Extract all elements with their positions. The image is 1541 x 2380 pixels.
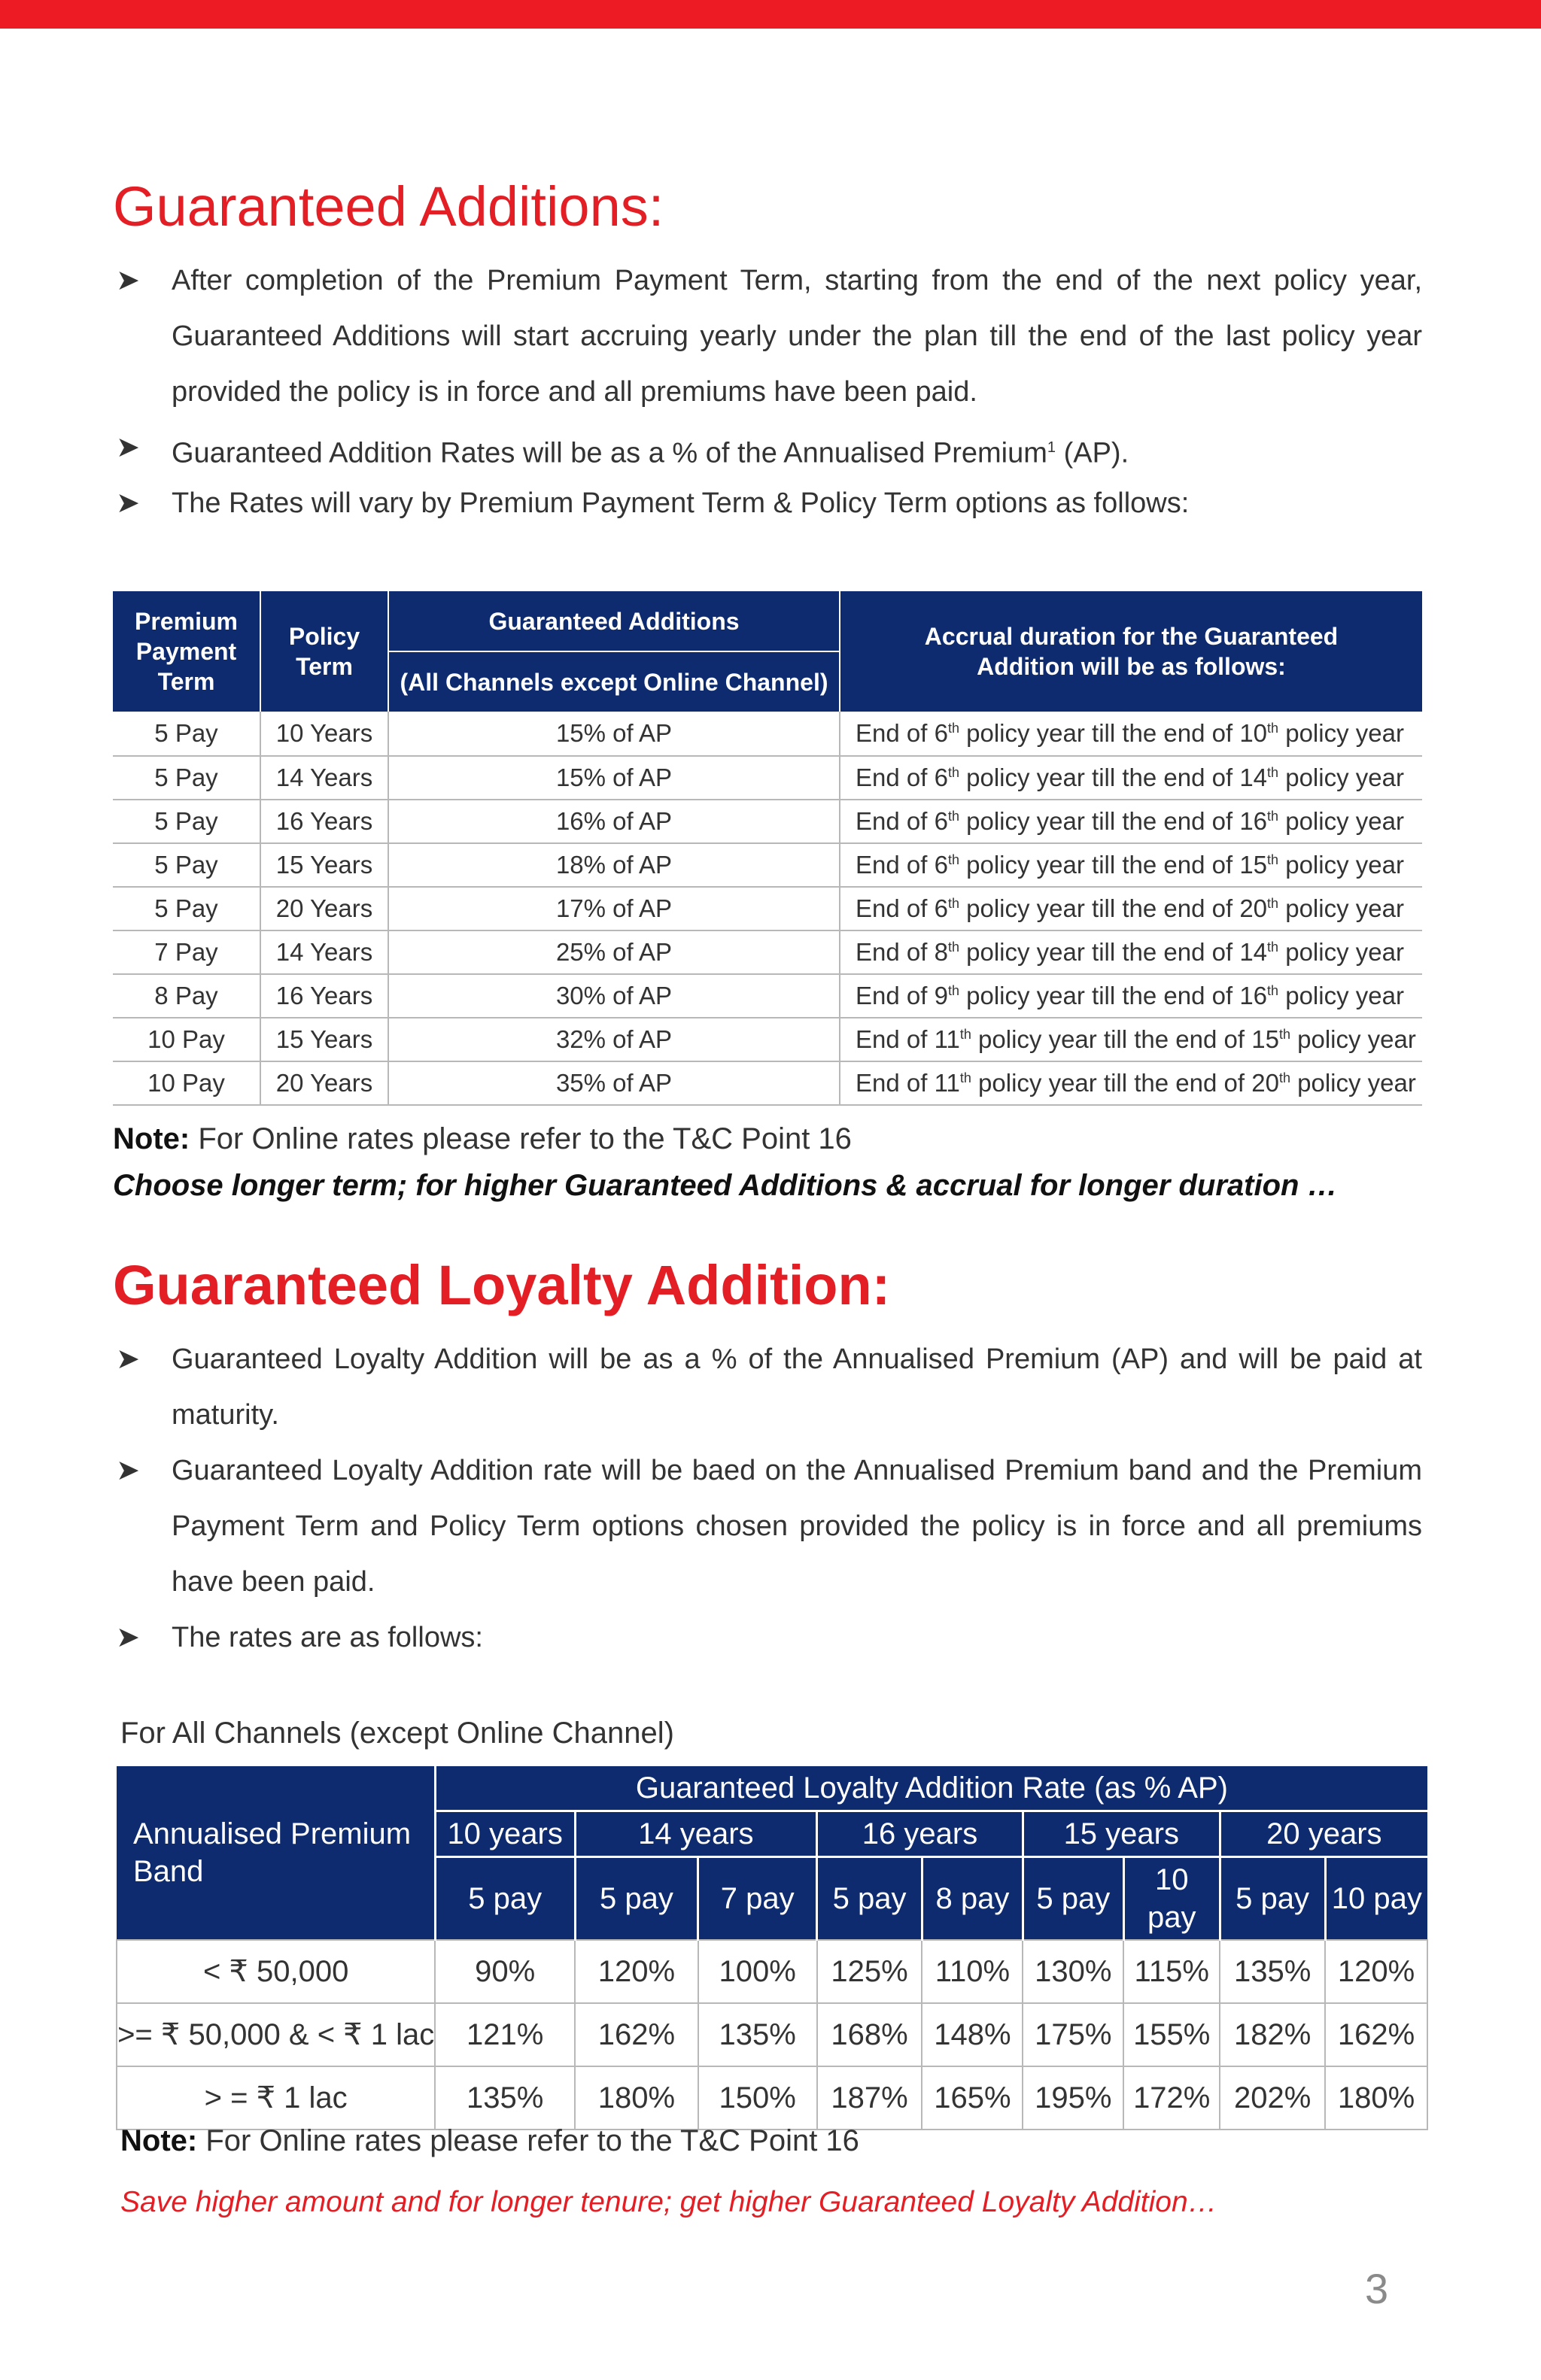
- accrual-text: policy year till the end of: [959, 982, 1240, 1009]
- ordinal-suffix: th: [947, 940, 959, 955]
- header-term: 14 years: [575, 1811, 817, 1857]
- cell-premium-band: > = ₹ 1 lac: [117, 2066, 435, 2130]
- cell-policy-term: 16 Years: [260, 800, 388, 843]
- table-row: [113, 887, 1422, 930]
- cell-policy-term: 20 Years: [260, 1061, 388, 1105]
- cell-loyalty-rate: 100%: [698, 1940, 817, 2003]
- table-row: [113, 756, 1422, 800]
- header-annualised-premium-band: Annualised Premium Band: [117, 1766, 435, 1940]
- arrowhead-bullet-icon: ➤: [116, 265, 140, 296]
- cell-ppt: 10 Pay: [113, 1018, 260, 1061]
- loyalty-addition-table: [116, 1766, 1428, 2130]
- section-title-guaranteed-additions: Guaranteed Additions:: [113, 175, 664, 238]
- accrual-text: End of: [856, 982, 935, 1009]
- cell-loyalty-rate: 195%: [1023, 2066, 1123, 2130]
- cell-premium-band: >= ₹ 50,000 & < ₹ 1 lac: [117, 2003, 435, 2066]
- page-number: 3: [1365, 2265, 1389, 2312]
- cell-rate: 18% of AP: [388, 843, 840, 887]
- arrowhead-bullet-icon: ➤: [116, 1622, 140, 1653]
- cell-loyalty-rate: 115%: [1123, 1940, 1220, 2003]
- accrual-text: End of: [856, 851, 935, 879]
- cell-loyalty-rate: 125%: [817, 1940, 922, 2003]
- accrual-to: 16: [1239, 807, 1268, 835]
- header-premium-payment-term: Premium Payment Term: [113, 591, 260, 712]
- header-pay: 5 pay: [817, 1857, 922, 1941]
- cell-policy-term: 14 Years: [260, 930, 388, 974]
- footnote-marker: 1: [1047, 439, 1056, 456]
- table-row: [113, 843, 1422, 887]
- header-pay: 10 pay: [1123, 1857, 1220, 1941]
- accrual-from: 6: [934, 807, 948, 835]
- ordinal-suffix: th: [1267, 809, 1279, 824]
- arrowhead-bullet-icon: ➤: [116, 1343, 140, 1375]
- cell-ppt: 5 Pay: [113, 843, 260, 887]
- accrual-text: policy year: [1278, 938, 1404, 966]
- cell-ppt: 5 Pay: [113, 887, 260, 930]
- accrual-text: End of: [856, 1025, 935, 1053]
- ordinal-suffix: th: [947, 721, 959, 736]
- accrual-from: 11: [934, 1025, 960, 1053]
- cell-loyalty-rate: 135%: [435, 2066, 575, 2130]
- cell-loyalty-rate: 148%: [922, 2003, 1023, 2066]
- cell-ppt: 5 Pay: [113, 800, 260, 843]
- accrual-from: 8: [934, 938, 948, 966]
- cell-policy-term: 15 Years: [260, 843, 388, 887]
- header-pay: 5 pay: [1220, 1857, 1325, 1941]
- cell-accrual: [840, 756, 1422, 800]
- cell-loyalty-rate: 180%: [1325, 2066, 1427, 2130]
- note-text: For Online rates please refer to the T&C Point 16: [197, 2124, 859, 2157]
- tagline-longer-term: Choose longer term; for higher Guaranteed Additions & accrual for longer duration …: [113, 1169, 1338, 1202]
- cell-accrual: [840, 887, 1422, 930]
- ordinal-suffix: th: [947, 896, 959, 911]
- cell-ppt: 10 Pay: [113, 1061, 260, 1105]
- ordinal-suffix: th: [947, 852, 959, 867]
- cell-loyalty-rate: 175%: [1023, 2003, 1123, 2066]
- ordinal-suffix: th: [1267, 721, 1279, 736]
- accrual-text: policy year till the end of: [959, 763, 1240, 791]
- accrual-text: policy year: [1290, 1069, 1416, 1097]
- accrual-to: 15: [1239, 851, 1268, 879]
- cell-accrual: [840, 974, 1422, 1018]
- ordinal-suffix: th: [1267, 852, 1279, 867]
- ordinal-suffix: th: [947, 809, 959, 824]
- cell-accrual: [840, 1061, 1422, 1105]
- cell-loyalty-rate: 120%: [1325, 1940, 1427, 2003]
- accrual-text: policy year till the end of: [959, 719, 1240, 747]
- cell-rate: 32% of AP: [388, 1018, 840, 1061]
- cell-loyalty-rate: 155%: [1123, 2003, 1220, 2066]
- bullet-text: Guaranteed Loyalty Addition will be as a % of the Annualised Premium (AP) and will be paid at maturity.: [172, 1343, 1422, 1431]
- accrual-text: policy year till the end of: [971, 1069, 1252, 1097]
- bullet-item: [113, 1610, 1422, 1665]
- header-all-channels: (All Channels except Online Channel): [388, 651, 840, 712]
- bullet-text-container: [172, 420, 1422, 481]
- cell-accrual: [840, 800, 1422, 843]
- table-row: [113, 712, 1422, 756]
- accrual-text: policy year till the end of: [959, 851, 1240, 879]
- guaranteed-additions-table: [113, 591, 1422, 1106]
- accrual-text: policy year: [1278, 763, 1404, 791]
- cell-loyalty-rate: 165%: [922, 2066, 1023, 2130]
- cell-rate: 35% of AP: [388, 1061, 840, 1105]
- bullet-item: [113, 253, 1422, 420]
- accrual-text: End of: [856, 763, 935, 791]
- header-pay: 7 pay: [698, 1857, 817, 1941]
- header-loyalty-rate: Guaranteed Loyalty Addition Rate (as % AP): [435, 1766, 1427, 1811]
- cell-loyalty-rate: 150%: [698, 2066, 817, 2130]
- accrual-from: 9: [934, 982, 948, 1009]
- accrual-to: 20: [1239, 894, 1268, 922]
- header-guaranteed-additions: Guaranteed Additions: [388, 591, 840, 651]
- bullet-text: The rates are as follows:: [172, 1622, 483, 1653]
- bullet-item: [113, 1331, 1422, 1443]
- accrual-to: 20: [1251, 1069, 1279, 1097]
- cell-loyalty-rate: 162%: [1325, 2003, 1427, 2066]
- cell-accrual: [840, 930, 1422, 974]
- cell-policy-term: 14 Years: [260, 756, 388, 800]
- ordinal-suffix: th: [959, 1027, 971, 1042]
- cell-rate: 30% of AP: [388, 974, 840, 1018]
- header-policy-term: Policy Term: [260, 591, 388, 712]
- cell-loyalty-rate: 202%: [1220, 2066, 1325, 2130]
- header-pay: 5 pay: [575, 1857, 698, 1941]
- cell-ppt: 8 Pay: [113, 974, 260, 1018]
- section-title-guaranteed-loyalty-addition: Guaranteed Loyalty Addition:: [113, 1254, 891, 1316]
- ordinal-suffix: th: [1278, 1070, 1290, 1085]
- bullet-item: [113, 1443, 1422, 1610]
- cell-ppt: 5 Pay: [113, 756, 260, 800]
- accrual-to: 14: [1239, 763, 1268, 791]
- header-term: 16 years: [817, 1811, 1023, 1857]
- accrual-from: 6: [934, 719, 948, 747]
- accrual-text: policy year till the end of: [971, 1025, 1252, 1053]
- accrual-text: policy year till the end of: [959, 894, 1240, 922]
- arrowhead-bullet-icon: ➤: [116, 432, 140, 463]
- table-row: [113, 1061, 1422, 1105]
- ordinal-suffix: th: [959, 1070, 971, 1085]
- note-text: For Online rates please refer to the T&C Point 16: [190, 1122, 852, 1155]
- cell-policy-term: 10 Years: [260, 712, 388, 756]
- cell-rate: 17% of AP: [388, 887, 840, 930]
- accrual-text: End of: [856, 938, 935, 966]
- accrual-from: 6: [934, 894, 948, 922]
- cell-rate: 15% of AP: [388, 756, 840, 800]
- note-online-rates: [113, 1124, 852, 1154]
- table-row: [113, 974, 1422, 1018]
- table-row: [113, 1018, 1422, 1061]
- cell-accrual: [840, 712, 1422, 756]
- table-row: [117, 1940, 1427, 2003]
- accrual-text: policy year: [1278, 851, 1404, 879]
- accrual-text: policy year: [1278, 807, 1404, 835]
- cell-loyalty-rate: 120%: [575, 1940, 698, 2003]
- top-accent-bar: [0, 0, 1541, 29]
- cell-premium-band: < ₹ 50,000: [117, 1940, 435, 2003]
- note-label: Note:: [120, 2124, 198, 2157]
- cell-loyalty-rate: 182%: [1220, 2003, 1325, 2066]
- cell-loyalty-rate: 187%: [817, 2066, 922, 2130]
- header-term: 15 years: [1023, 1811, 1220, 1857]
- accrual-to: 14: [1239, 938, 1268, 966]
- cell-loyalty-rate: 121%: [435, 2003, 575, 2066]
- cell-loyalty-rate: 172%: [1123, 2066, 1220, 2130]
- accrual-text: policy year: [1278, 894, 1404, 922]
- accrual-text: policy year till the end of: [959, 938, 1240, 966]
- accrual-text: End of: [856, 1069, 935, 1097]
- cell-rate: 15% of AP: [388, 712, 840, 756]
- table-row: [113, 930, 1422, 974]
- note-label: Note:: [113, 1122, 190, 1155]
- accrual-text: policy year till the end of: [959, 807, 1240, 835]
- bullet-item: [113, 475, 1422, 531]
- header-pay: 8 pay: [922, 1857, 1023, 1941]
- table-row: [117, 2066, 1427, 2130]
- cell-policy-term: 16 Years: [260, 974, 388, 1018]
- accrual-text: End of: [856, 894, 935, 922]
- bullet-text: After completion of the Premium Payment Term, starting from the end of the next policy year, Guaranteed Additions will start accruing yearly under the plan till the end of the last policy year provided the policy is in force and all premiums have been paid.: [172, 265, 1422, 408]
- header-term: 20 years: [1220, 1811, 1427, 1857]
- cell-policy-term: 15 Years: [260, 1018, 388, 1061]
- ordinal-suffix: th: [1278, 1027, 1290, 1042]
- cell-loyalty-rate: 180%: [575, 2066, 698, 2130]
- cell-loyalty-rate: 168%: [817, 2003, 922, 2066]
- ordinal-suffix: th: [947, 983, 959, 998]
- ordinal-suffix: th: [1267, 896, 1279, 911]
- ordinal-suffix: th: [947, 765, 959, 780]
- cell-loyalty-rate: 90%: [435, 1940, 575, 2003]
- accrual-text: End of: [856, 807, 935, 835]
- cell-accrual: [840, 843, 1422, 887]
- accrual-to: 10: [1239, 719, 1268, 747]
- cell-ppt: 7 Pay: [113, 930, 260, 974]
- ordinal-suffix: th: [1267, 765, 1279, 780]
- table-caption-all-channels: For All Channels (except Online Channel): [120, 1717, 674, 1750]
- header-pay: 5 pay: [1023, 1857, 1123, 1941]
- accrual-text: policy year: [1290, 1025, 1416, 1053]
- accrual-to: 16: [1239, 982, 1268, 1009]
- arrowhead-bullet-icon: ➤: [116, 487, 140, 519]
- cell-loyalty-rate: 135%: [698, 2003, 817, 2066]
- cell-loyalty-rate: 110%: [922, 1940, 1023, 2003]
- accrual-to: 15: [1251, 1025, 1279, 1053]
- cell-ppt: 5 Pay: [113, 712, 260, 756]
- cell-accrual: [840, 1018, 1422, 1061]
- accrual-from: 6: [934, 851, 948, 879]
- accrual-text: policy year: [1278, 982, 1404, 1009]
- accrual-from: 11: [934, 1069, 960, 1097]
- header-accrual-duration: Accrual duration for the Guaranteed Addition will be as follows:: [840, 591, 1422, 712]
- bullet-text: The Rates will vary by Premium Payment Term & Policy Term options as follows:: [172, 487, 1190, 519]
- arrowhead-bullet-icon: ➤: [116, 1455, 140, 1486]
- cell-policy-term: 20 Years: [260, 887, 388, 930]
- note-online-rates: [120, 2126, 859, 2156]
- header-pay: 5 pay: [435, 1857, 575, 1941]
- bullet-text: Guaranteed Loyalty Addition rate will be baed on the Annualised Premium band and the Premium Payment Term and Policy Term options chosen provided the policy is in force and all premiums have been paid.: [172, 1455, 1422, 1598]
- cell-loyalty-rate: 130%: [1023, 1940, 1123, 2003]
- tagline-loyalty: Save higher amount and for longer tenure; get higher Guaranteed Loyalty Addition…: [120, 2186, 1217, 2218]
- ordinal-suffix: th: [1267, 983, 1279, 998]
- accrual-text: End of: [856, 719, 935, 747]
- ordinal-suffix: th: [1267, 940, 1279, 955]
- accrual-text: policy year: [1278, 719, 1404, 747]
- cell-loyalty-rate: 135%: [1220, 1940, 1325, 2003]
- cell-loyalty-rate: 162%: [575, 2003, 698, 2066]
- bullet-text: Guaranteed Addition Rates will be as a % of the Annualised Premium: [172, 437, 1047, 469]
- table-row: [117, 2003, 1427, 2066]
- accrual-from: 6: [934, 763, 948, 791]
- cell-rate: 25% of AP: [388, 930, 840, 974]
- bullet-item: [113, 420, 1422, 481]
- header-term: 10 years: [435, 1811, 575, 1857]
- bullet-text-tail: (AP).: [1056, 437, 1129, 469]
- header-pay: 10 pay: [1325, 1857, 1427, 1941]
- table-row: [113, 800, 1422, 843]
- cell-rate: 16% of AP: [388, 800, 840, 843]
